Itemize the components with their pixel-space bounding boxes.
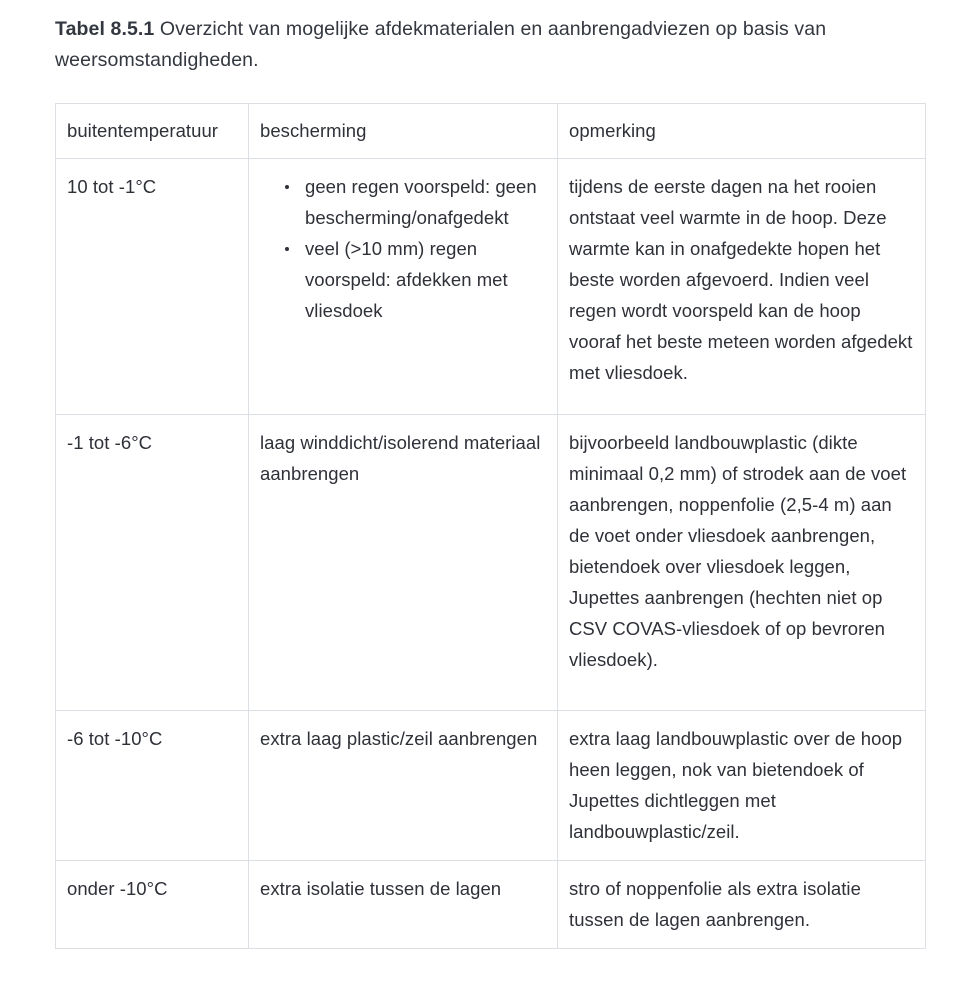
column-header-bescherming: bescherming [249,104,558,159]
list-item: geen regen voorspeld: geen bescherming/onafgedekt [285,171,546,233]
table-row [56,415,926,711]
cell-remark: extra laag landbouwplastic over de hoop heen leggen, nok van bietendoek of Jupettes dichtleggen met landbouwplastic/zeil. [558,711,926,861]
table-caption [55,14,917,76]
cell-protection [249,159,558,415]
cell-temperature: onder -10°C [56,861,249,949]
protection-bullet-list [260,171,546,326]
cell-temperature: -6 tot -10°C [56,711,249,861]
table-caption-text: Overzicht van mogelijke afdekmaterialen en aanbrengadviezen op basis van weersomstandigheden. [55,18,827,71]
table-row [56,861,926,949]
cell-protection: laag winddicht/isolerend materiaal aanbrengen [249,415,558,711]
column-header-buitentemperatuur: buitentemperatuur [56,104,249,159]
cell-remark: tijdens de eerste dagen na het rooien ontstaat veel warmte in de hoop. Deze warmte kan in onafgedekte hopen het beste worden afgevoerd. Indien veel regen wordt voorspeld kan de hoop vooraf het beste meteen worden afgedekt met vliesdoek. [558,159,926,415]
cell-temperature: -1 tot -6°C [56,415,249,711]
afdekmaterialen-table [55,103,926,949]
cell-protection: extra isolatie tussen de lagen [249,861,558,949]
cell-protection: extra laag plastic/zeil aanbrengen [249,711,558,861]
table-header-row [56,104,926,159]
cell-temperature: 10 tot -1°C [56,159,249,415]
list-item: veel (>10 mm) regen voorspeld: afdekken met vliesdoek [285,233,546,326]
column-header-opmerking: opmerking [558,104,926,159]
cell-remark: bijvoorbeeld landbouwplastic (dikte minimaal 0,2 mm) of strodek aan de voet aanbrengen, noppenfolie (2,5-4 m) aan de voet onder vliesdoek aanbrengen, bietendoek over vliesdoek leggen, Jupettes aanbrengen (hechten niet op CSV COVAS-vliesdoek of op bevroren vliesdoek). [558,415,926,711]
cell-remark: stro of noppenfolie als extra isolatie tussen de lagen aanbrengen. [558,861,926,949]
table-row [56,159,926,415]
table-body [56,159,926,949]
table-header [56,104,926,159]
table-row [56,711,926,861]
table-container [55,103,925,949]
table-caption-label: Tabel 8.5.1 [55,18,155,40]
